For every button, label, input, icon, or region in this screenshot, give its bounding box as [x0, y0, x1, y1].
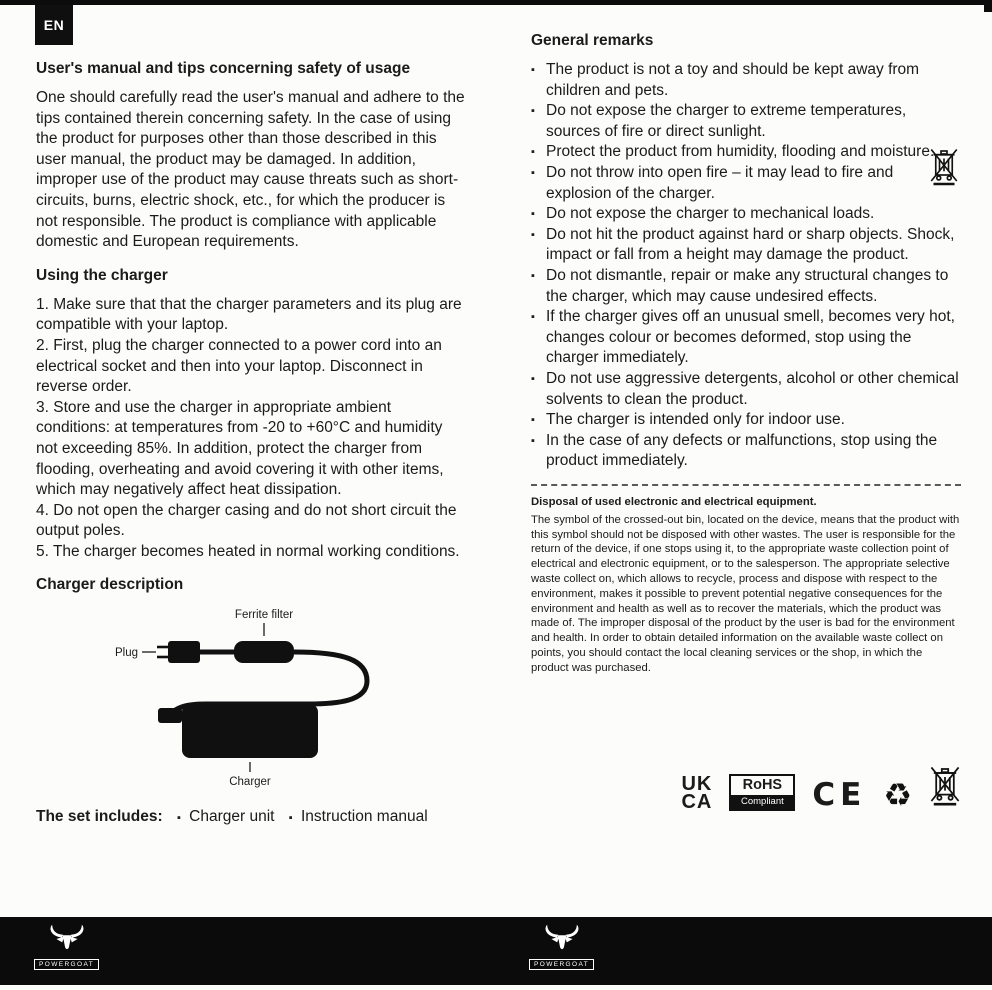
- remark-item: ▪ In the case of any defects or malfunctions, stop using the product immediately.: [531, 431, 961, 472]
- rohs-title: RoHS: [742, 776, 783, 793]
- set-includes: [36, 808, 468, 826]
- disposal-heading: Disposal of used electronic and electrical equipment.: [531, 495, 817, 508]
- powergoat-logo: [34, 922, 99, 970]
- set-includes-label: The set includes:: [36, 808, 163, 826]
- top-edge-strip: [0, 0, 992, 5]
- general-remarks-list: [531, 60, 961, 472]
- bullet-marker: ▪: [288, 812, 293, 825]
- charger-connector: [158, 708, 182, 723]
- set-item-instruction-manual: Instruction manual: [300, 808, 428, 826]
- charger-label: Charger: [229, 776, 271, 789]
- disposal-body: The symbol of the crossed-out bin, located on the device, means that the product with this symbol should not be disposed with other wastes. The user is responsible for the return of the device, if one stops using it, to the appropriate waste collection point of electrical and electronic equipment, or to the salesperson. The appropriate selective waste collect on, which allows to recycle, process and dispose with respect to the environment, makes it possible to prevent potential negative consequences for the environment and health as well as to recover the materials, which the product was made of. The improper disposal of the product by the user is bad for the environment and health. In order to obtain detailed information on the available waste collect on points, you should contact the local cleaning services or the shop, in which the product was purchased.: [531, 513, 960, 674]
- using-steps: [36, 295, 468, 563]
- left-column: [36, 60, 468, 826]
- compliance-marks-row: [531, 764, 961, 814]
- ferrite-filter-label: Ferrite filter: [234, 609, 294, 622]
- ce-mark: CE: [812, 776, 867, 813]
- plug-label: Plug: [114, 647, 138, 660]
- ferrite-filter: [234, 641, 294, 663]
- bullet-marker: ▪: [176, 812, 181, 825]
- step-1: 1. Make sure that that the charger parameters and its plug are compatible with your laptop.: [36, 295, 462, 334]
- step-5: 5. The charger becomes heated in normal working conditions.: [36, 542, 460, 560]
- remark-item: ▪ Do not expose the charger to extreme temperatures, sources of fire or direct sunlight.: [531, 101, 961, 142]
- brand-name: POWERGOAT: [34, 959, 99, 970]
- remark-item: ▪ Do not use aggressive detergents, alcohol or other chemical solvents to clean the product.: [531, 369, 961, 410]
- charger-diagram: [36, 604, 468, 792]
- remark-item: ▪ The charger is intended only for indoor use.: [531, 410, 961, 431]
- weee-bin-icon: [929, 764, 961, 811]
- step-2: 2. First, plug the charger connected to a power cord into an electrical socket and then into your laptop. Disconnect in reverse order.: [36, 336, 442, 396]
- using-heading: Using the charger: [36, 266, 168, 284]
- goat-icon: [538, 922, 586, 958]
- weee-bin-icon: [929, 146, 959, 191]
- powergoat-logo: [529, 922, 594, 970]
- remark-item: ▪ Do not dismantle, repair or make any structural changes to the charger, which may cause undesired effects.: [531, 266, 961, 307]
- step-4: 4. Do not open the charger casing and do not short circuit the output poles.: [36, 501, 457, 540]
- rohs-subtitle: Compliant: [731, 795, 793, 809]
- plug-body: [168, 641, 200, 663]
- right-column: [531, 32, 961, 814]
- remark-item: ▪ Do not throw into open fire – it may lead to fire and explosion of the charger.: [531, 163, 961, 204]
- recycle-icon: ♻: [883, 775, 912, 814]
- remark-item: ▪ Do not expose the charger to mechanical loads.: [531, 204, 961, 225]
- description-heading: Charger description: [36, 576, 184, 594]
- ukca-mark: [681, 772, 713, 813]
- rohs-mark: [729, 774, 795, 811]
- ukca-bottom: CA: [681, 790, 713, 813]
- remark-item: ▪ If the charger gives off an unusual smell, becomes very hot, changes colour or becomes deformed, stop using the charger immediately.: [531, 307, 961, 369]
- charger-brick: [182, 704, 318, 758]
- top-right-edge: [984, 0, 992, 12]
- goat-icon: [43, 922, 91, 958]
- dashed-divider: [531, 484, 961, 486]
- safety-heading: User's manual and tips concerning safety of usage: [36, 60, 411, 77]
- ukca-top: UK: [681, 772, 713, 795]
- safety-body: One should carefully read the user's manual and adhere to the tips contained therein concerning safety. In the case of using the product for purposes other than those described in this user manual, the product may be damaged. In addition, improper use of the product may cause threats such as short-circuits, burns, electric shock, etc., for which the producer is not responsible. The product is compliance with applicable domestic and European requirements.: [36, 89, 465, 251]
- language-badge: EN: [35, 5, 73, 45]
- brand-name: POWERGOAT: [529, 959, 594, 970]
- footer-bar: [0, 917, 992, 985]
- step-3: 3. Store and use the charger in appropriate ambient conditions: at temperatures from -20 to +60°C and humidity not exceeding 85%. In addition, protect the charger from flooding, overheating and avoid covering it with other items, which may negatively affect heat dissipation.: [36, 398, 444, 499]
- remark-item: ▪ The product is not a toy and should be kept away from children and pets.: [531, 60, 961, 101]
- remark-item: ▪ Protect the product from humidity, flooding and moisture.: [531, 142, 961, 163]
- remark-item: ▪ Do not hit the product against hard or sharp objects. Shock, impact or fall from a height may damage the product.: [531, 225, 961, 266]
- general-remarks-heading: General remarks: [531, 32, 654, 49]
- set-item-charger-unit: Charger unit: [189, 808, 275, 826]
